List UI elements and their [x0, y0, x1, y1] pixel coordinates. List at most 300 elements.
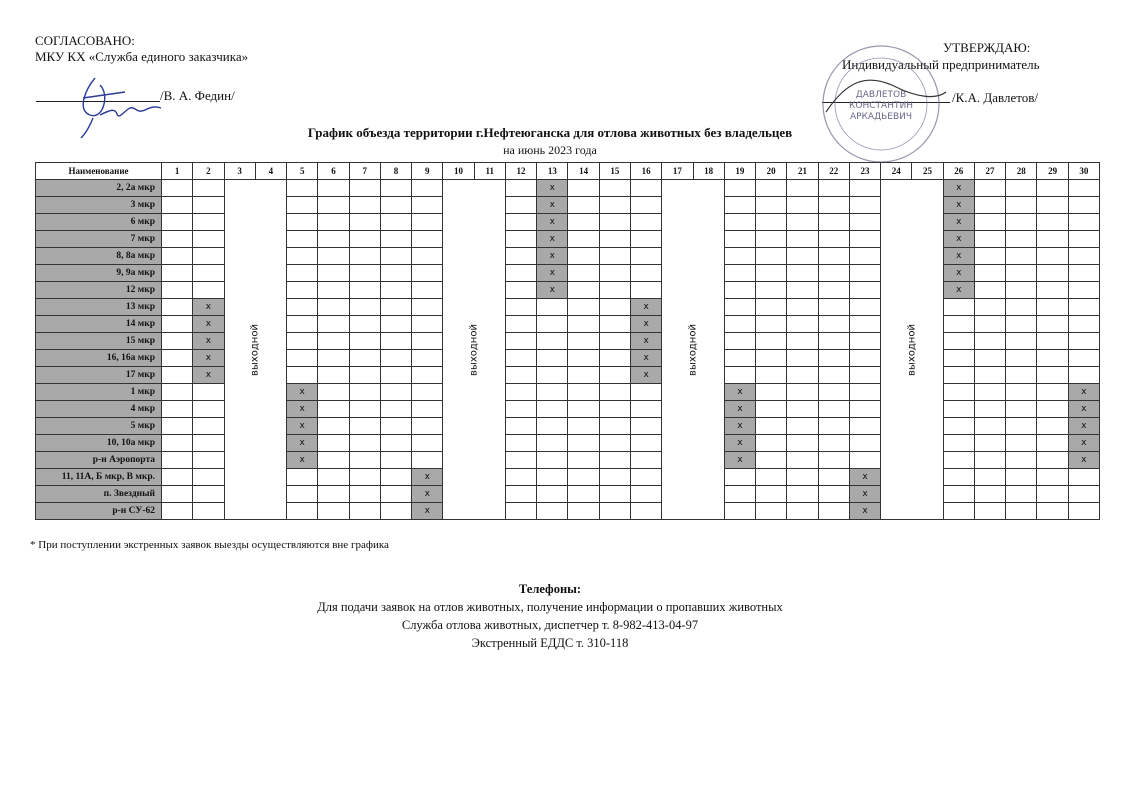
visit-mark: х: [1068, 384, 1099, 401]
empty-cell: [162, 197, 193, 214]
weekend-block: [881, 180, 944, 520]
empty-cell: [287, 367, 318, 384]
empty-cell: [505, 401, 536, 418]
empty-cell: [787, 435, 818, 452]
visit-mark: х: [193, 316, 224, 333]
empty-cell: [974, 435, 1005, 452]
empty-cell: [1006, 231, 1037, 248]
empty-cell: [287, 197, 318, 214]
empty-cell: [787, 299, 818, 316]
empty-cell: [318, 350, 349, 367]
empty-cell: [380, 248, 411, 265]
empty-cell: [193, 265, 224, 282]
empty-cell: [412, 282, 443, 299]
empty-cell: [412, 197, 443, 214]
empty-cell: [974, 214, 1005, 231]
empty-cell: [724, 486, 755, 503]
empty-cell: [380, 418, 411, 435]
empty-cell: [943, 299, 974, 316]
empty-cell: [787, 316, 818, 333]
empty-cell: [412, 299, 443, 316]
empty-cell: [537, 384, 568, 401]
empty-cell: [818, 333, 849, 350]
district-name: 11, 11А, Б мкр, В мкр.: [36, 469, 162, 486]
empty-cell: [849, 248, 880, 265]
empty-cell: [537, 299, 568, 316]
empty-cell: [318, 265, 349, 282]
empty-cell: [412, 367, 443, 384]
empty-cell: [349, 299, 380, 316]
empty-cell: [818, 486, 849, 503]
empty-cell: [349, 367, 380, 384]
column-header-day: 11: [474, 163, 505, 180]
empty-cell: [756, 299, 787, 316]
svg-text:АРКАДЬЕВИЧ: АРКАДЬЕВИЧ: [849, 112, 913, 122]
empty-cell: [412, 350, 443, 367]
approve-label: УТВЕРЖДАЮ:: [943, 40, 1031, 55]
visit-mark: х: [943, 248, 974, 265]
empty-cell: [349, 418, 380, 435]
empty-cell: [818, 384, 849, 401]
empty-cell: [1037, 384, 1068, 401]
empty-cell: [1037, 401, 1068, 418]
empty-cell: [849, 180, 880, 197]
empty-cell: [412, 180, 443, 197]
empty-cell: [349, 350, 380, 367]
phones-line-emergency: Экстренный ЕДДС т. 310-118: [471, 636, 629, 650]
empty-cell: [599, 469, 630, 486]
column-header-day: 6: [318, 163, 349, 180]
weekend-block: [443, 180, 506, 520]
empty-cell: [756, 486, 787, 503]
empty-cell: [756, 180, 787, 197]
empty-cell: [1068, 265, 1099, 282]
visit-mark: х: [412, 469, 443, 486]
visit-mark: х: [1068, 401, 1099, 418]
empty-cell: [943, 435, 974, 452]
empty-cell: [412, 401, 443, 418]
visit-mark: х: [287, 401, 318, 418]
empty-cell: [1006, 469, 1037, 486]
empty-cell: [1037, 197, 1068, 214]
empty-cell: [287, 214, 318, 231]
empty-cell: [787, 384, 818, 401]
visit-mark: х: [943, 214, 974, 231]
weekend-label: выходной: [249, 323, 261, 376]
empty-cell: [724, 350, 755, 367]
visit-mark: х: [537, 214, 568, 231]
empty-cell: [318, 418, 349, 435]
column-header-day: 9: [412, 163, 443, 180]
agreed-label: СОГЛАСОВАНО:: [35, 33, 135, 48]
empty-cell: [537, 418, 568, 435]
empty-cell: [943, 452, 974, 469]
empty-cell: [568, 282, 599, 299]
column-header-name: Наименование: [36, 163, 162, 180]
phones-line-dispatcher: Служба отлова животных, диспетчер т. 8-982-413-04-97: [401, 618, 699, 632]
empty-cell: [1037, 435, 1068, 452]
empty-cell: [787, 367, 818, 384]
column-header-day: 12: [505, 163, 536, 180]
empty-cell: [974, 401, 1005, 418]
visit-mark: х: [537, 197, 568, 214]
empty-cell: [505, 214, 536, 231]
weekend-label: выходной: [468, 323, 480, 376]
empty-cell: [724, 316, 755, 333]
empty-cell: [568, 333, 599, 350]
visit-mark: х: [724, 418, 755, 435]
empty-cell: [505, 435, 536, 452]
empty-cell: [787, 418, 818, 435]
empty-cell: [193, 418, 224, 435]
empty-cell: [849, 265, 880, 282]
column-header-day: 24: [881, 163, 912, 180]
left-signer-name: /В. А. Федин/: [160, 88, 235, 103]
empty-cell: [756, 214, 787, 231]
empty-cell: [505, 418, 536, 435]
empty-cell: [505, 452, 536, 469]
empty-cell: [1068, 248, 1099, 265]
visit-mark: х: [943, 282, 974, 299]
empty-cell: [380, 367, 411, 384]
empty-cell: [818, 197, 849, 214]
empty-cell: [349, 180, 380, 197]
empty-cell: [818, 316, 849, 333]
empty-cell: [568, 316, 599, 333]
empty-cell: [943, 384, 974, 401]
district-name: 14 мкр: [36, 316, 162, 333]
empty-cell: [599, 486, 630, 503]
empty-cell: [318, 367, 349, 384]
district-name: 2, 2а мкр: [36, 180, 162, 197]
empty-cell: [537, 469, 568, 486]
empty-cell: [1006, 384, 1037, 401]
empty-cell: [162, 367, 193, 384]
empty-cell: [849, 231, 880, 248]
empty-cell: [599, 333, 630, 350]
empty-cell: [1068, 282, 1099, 299]
empty-cell: [412, 435, 443, 452]
empty-cell: [943, 350, 974, 367]
empty-cell: [724, 333, 755, 350]
empty-cell: [787, 265, 818, 282]
empty-cell: [568, 367, 599, 384]
empty-cell: [818, 248, 849, 265]
empty-cell: [162, 333, 193, 350]
empty-cell: [318, 486, 349, 503]
visit-mark: х: [849, 486, 880, 503]
empty-cell: [1006, 503, 1037, 520]
empty-cell: [756, 435, 787, 452]
empty-cell: [630, 248, 661, 265]
empty-cell: [349, 469, 380, 486]
empty-cell: [1068, 180, 1099, 197]
empty-cell: [380, 197, 411, 214]
empty-cell: [162, 401, 193, 418]
visit-mark: х: [287, 435, 318, 452]
empty-cell: [756, 265, 787, 282]
empty-cell: [505, 265, 536, 282]
empty-cell: [537, 367, 568, 384]
empty-cell: [380, 350, 411, 367]
empty-cell: [974, 469, 1005, 486]
empty-cell: [568, 180, 599, 197]
empty-cell: [1068, 197, 1099, 214]
empty-cell: [943, 486, 974, 503]
district-name: 9, 9а мкр: [36, 265, 162, 282]
empty-cell: [630, 503, 661, 520]
empty-cell: [162, 350, 193, 367]
empty-cell: [1068, 469, 1099, 486]
phones-block: [0, 580, 1100, 652]
empty-cell: [630, 486, 661, 503]
empty-cell: [818, 282, 849, 299]
empty-cell: [630, 401, 661, 418]
empty-cell: [318, 197, 349, 214]
empty-cell: [380, 384, 411, 401]
empty-cell: [599, 180, 630, 197]
empty-cell: [162, 231, 193, 248]
empty-cell: [974, 197, 1005, 214]
empty-cell: [193, 503, 224, 520]
empty-cell: [818, 503, 849, 520]
empty-cell: [1068, 350, 1099, 367]
column-header-day: 4: [255, 163, 286, 180]
empty-cell: [849, 299, 880, 316]
empty-cell: [1037, 418, 1068, 435]
empty-cell: [849, 197, 880, 214]
empty-cell: [318, 333, 349, 350]
empty-cell: [505, 333, 536, 350]
visit-mark: х: [287, 452, 318, 469]
empty-cell: [599, 384, 630, 401]
column-header-day: 1: [162, 163, 193, 180]
visit-mark: х: [537, 265, 568, 282]
empty-cell: [162, 299, 193, 316]
empty-cell: [599, 248, 630, 265]
empty-cell: [1068, 316, 1099, 333]
district-name: 17 мкр: [36, 367, 162, 384]
empty-cell: [568, 418, 599, 435]
column-header-day: 26: [943, 163, 974, 180]
empty-cell: [599, 214, 630, 231]
visit-mark: х: [724, 435, 755, 452]
empty-cell: [787, 333, 818, 350]
empty-cell: [724, 503, 755, 520]
empty-cell: [349, 452, 380, 469]
empty-cell: [568, 384, 599, 401]
visit-mark: х: [724, 452, 755, 469]
column-header-day: 25: [912, 163, 943, 180]
district-name: 15 мкр: [36, 333, 162, 350]
empty-cell: [818, 367, 849, 384]
visit-mark: х: [193, 299, 224, 316]
empty-cell: [849, 214, 880, 231]
empty-cell: [380, 452, 411, 469]
empty-cell: [287, 333, 318, 350]
empty-cell: [787, 180, 818, 197]
empty-cell: [568, 469, 599, 486]
empty-cell: [349, 231, 380, 248]
empty-cell: [818, 435, 849, 452]
empty-cell: [349, 435, 380, 452]
empty-cell: [974, 350, 1005, 367]
empty-cell: [818, 299, 849, 316]
empty-cell: [630, 384, 661, 401]
empty-cell: [724, 469, 755, 486]
empty-cell: [1037, 231, 1068, 248]
empty-cell: [630, 418, 661, 435]
empty-cell: [943, 316, 974, 333]
empty-cell: [1037, 333, 1068, 350]
empty-cell: [380, 435, 411, 452]
empty-cell: [287, 316, 318, 333]
empty-cell: [318, 384, 349, 401]
right-signer-name: /К.А. Давлетов/: [952, 90, 1039, 105]
visit-mark: х: [412, 503, 443, 520]
svg-text:ДАВЛЕТОВ: ДАВЛЕТОВ: [855, 90, 907, 100]
empty-cell: [349, 316, 380, 333]
empty-cell: [756, 384, 787, 401]
empty-cell: [1006, 299, 1037, 316]
schedule-subtitle: на июнь 2023 года: [503, 143, 597, 157]
empty-cell: [849, 384, 880, 401]
empty-cell: [412, 418, 443, 435]
phones-title: Телефоны:: [518, 582, 582, 596]
empty-cell: [1037, 180, 1068, 197]
empty-cell: [599, 316, 630, 333]
empty-cell: [756, 452, 787, 469]
empty-cell: [505, 503, 536, 520]
visit-mark: х: [193, 367, 224, 384]
empty-cell: [756, 401, 787, 418]
empty-cell: [537, 486, 568, 503]
empty-cell: [1068, 214, 1099, 231]
empty-cell: [505, 350, 536, 367]
empty-cell: [162, 180, 193, 197]
empty-cell: [974, 231, 1005, 248]
empty-cell: [818, 350, 849, 367]
empty-cell: [1068, 486, 1099, 503]
empty-cell: [537, 503, 568, 520]
empty-cell: [943, 333, 974, 350]
empty-cell: [849, 435, 880, 452]
visit-mark: х: [412, 486, 443, 503]
empty-cell: [162, 214, 193, 231]
empty-cell: [349, 282, 380, 299]
empty-cell: [1037, 469, 1068, 486]
empty-cell: [505, 486, 536, 503]
empty-cell: [412, 265, 443, 282]
empty-cell: [724, 265, 755, 282]
district-name: 4 мкр: [36, 401, 162, 418]
visit-mark: х: [630, 350, 661, 367]
visit-mark: х: [630, 367, 661, 384]
empty-cell: [568, 299, 599, 316]
empty-cell: [193, 435, 224, 452]
column-header-day: 13: [537, 163, 568, 180]
empty-cell: [162, 469, 193, 486]
empty-cell: [287, 282, 318, 299]
empty-cell: [505, 231, 536, 248]
empty-cell: [287, 486, 318, 503]
empty-cell: [287, 503, 318, 520]
empty-cell: [318, 401, 349, 418]
empty-cell: [1006, 180, 1037, 197]
weekend-block: [224, 180, 287, 520]
empty-cell: [1037, 282, 1068, 299]
empty-cell: [1006, 248, 1037, 265]
empty-cell: [505, 197, 536, 214]
empty-cell: [318, 503, 349, 520]
empty-cell: [287, 469, 318, 486]
empty-cell: [818, 418, 849, 435]
empty-cell: [974, 248, 1005, 265]
empty-cell: [1006, 265, 1037, 282]
approve-title: Индивидуальный предприниматель: [842, 57, 1040, 72]
column-header-day: 14: [568, 163, 599, 180]
empty-cell: [849, 401, 880, 418]
empty-cell: [287, 231, 318, 248]
visit-mark: х: [849, 503, 880, 520]
empty-cell: [568, 248, 599, 265]
empty-cell: [849, 452, 880, 469]
empty-cell: [505, 367, 536, 384]
empty-cell: [162, 503, 193, 520]
empty-cell: [318, 231, 349, 248]
visit-mark: х: [943, 180, 974, 197]
district-name: 1 мкр: [36, 384, 162, 401]
empty-cell: [756, 469, 787, 486]
empty-cell: [162, 384, 193, 401]
column-header-day: 8: [380, 163, 411, 180]
column-header-day: 16: [630, 163, 661, 180]
empty-cell: [943, 469, 974, 486]
empty-cell: [724, 367, 755, 384]
empty-cell: [1037, 350, 1068, 367]
empty-cell: [943, 418, 974, 435]
empty-cell: [630, 231, 661, 248]
empty-cell: [756, 197, 787, 214]
empty-cell: [162, 452, 193, 469]
empty-cell: [380, 231, 411, 248]
empty-cell: [349, 503, 380, 520]
empty-cell: [537, 316, 568, 333]
empty-cell: [630, 265, 661, 282]
empty-cell: [1006, 367, 1037, 384]
empty-cell: [380, 299, 411, 316]
visit-mark: х: [630, 299, 661, 316]
empty-cell: [505, 282, 536, 299]
empty-cell: [1006, 435, 1037, 452]
empty-cell: [349, 265, 380, 282]
weekend-label: выходной: [906, 323, 918, 376]
empty-cell: [787, 214, 818, 231]
empty-cell: [193, 401, 224, 418]
empty-cell: [318, 469, 349, 486]
empty-cell: [756, 316, 787, 333]
empty-cell: [412, 214, 443, 231]
empty-cell: [724, 214, 755, 231]
table-row: [36, 180, 1100, 197]
empty-cell: [599, 231, 630, 248]
visit-mark: х: [287, 418, 318, 435]
empty-cell: [568, 452, 599, 469]
column-header-day: 17: [662, 163, 693, 180]
column-header-day: 22: [818, 163, 849, 180]
district-name: 10, 10а мкр: [36, 435, 162, 452]
empty-cell: [974, 503, 1005, 520]
